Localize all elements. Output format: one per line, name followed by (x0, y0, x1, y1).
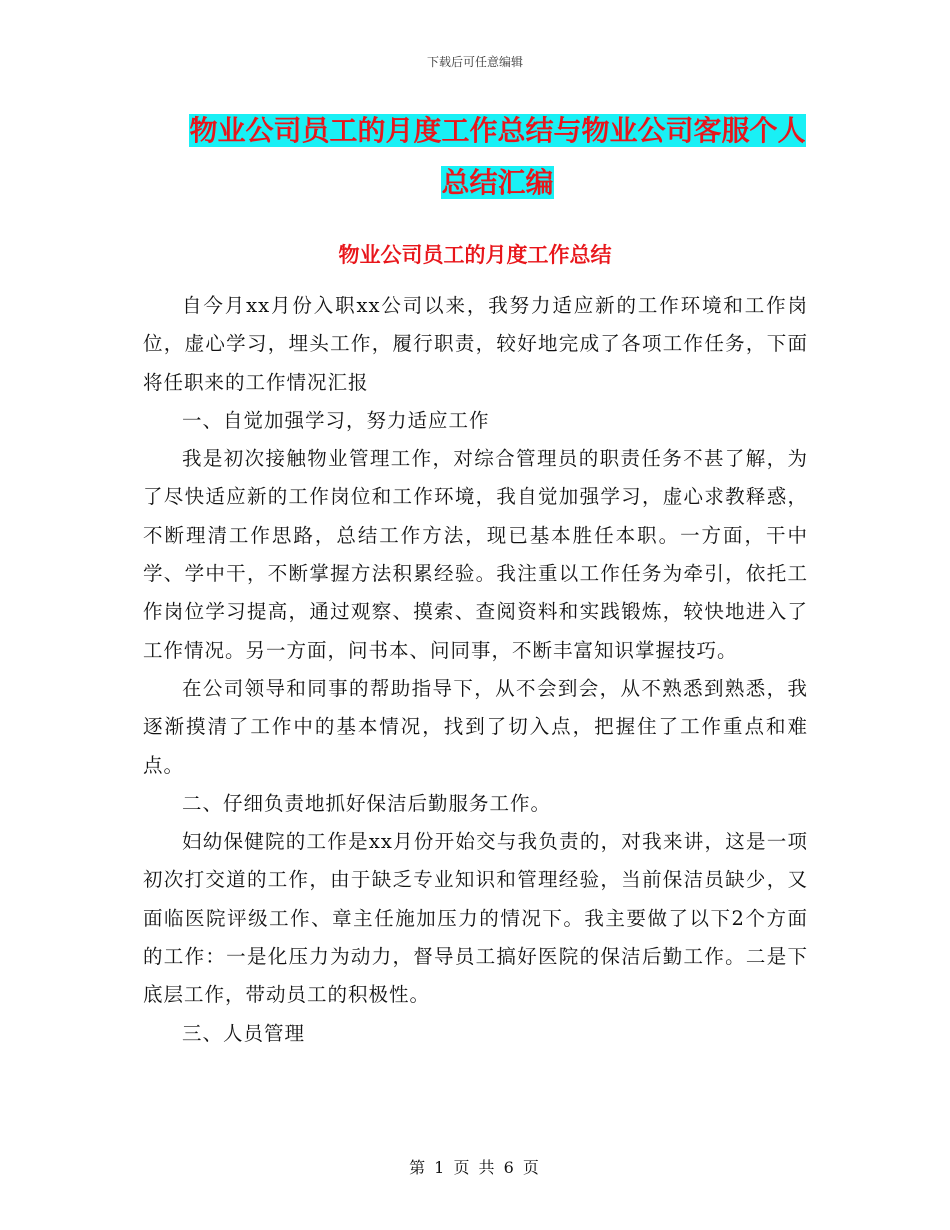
page-number: 第 1 页 共 6 页 (409, 1158, 541, 1177)
paragraph-learning: 我是初次接触物业管理工作，对综合管理员的职责任务不甚了解，为了尽快适应新的工作岗位和工作环境，我自觉加强学习，虚心求教释惑，不断理清工作思路，总结工作方法，现已基本胜任本职。一方面，干中学、学中干，不断掌握方法积累经验。我注重以工作任务为牵引，依托工作岗位学习提高，通过观察、摸索、查阅资料和实践锻炼，较快地进入了工作情况。另一方面，问书本、问同事，不断丰富知识掌握技巧。 (143, 447, 808, 662)
section-title: 物业公司员工的月度工作总结 (338, 243, 612, 267)
paragraph-cleaning: 妇幼保健院的工作是xx月份开始交与我负责的，对我来讲，这是一项初次打交道的工作，由于缺乏专业知识和管理经验，当前保洁员缺少，又面临医院评级工作、章主任施加压力的情况下。我主要做了以下2个方面的工作：一是化压力为动力，督导员工搞好医院的保洁后勤工作。二是下底层工作，带动员工的积极性。 (143, 830, 808, 1007)
heading-1: 一、自觉加强学习，努力适应工作 (182, 408, 490, 432)
paragraph-intro: 自今月xx月份入职xx公司以来，我努力适应新的工作环境和工作岗位，虚心学习，埋头工作，履行职责，较好地完成了各项工作任务，下面将任职来的工作情况汇报 (143, 294, 808, 394)
document-body (143, 287, 808, 1053)
page-header: 下载后可任意编辑 (426, 55, 523, 69)
document-title-text: 物业公司员工的月度工作总结与物业公司客服个人总结汇编 (189, 114, 806, 199)
paragraph-guidance: 在公司领导和同事的帮助指导下，从不会到会，从不熟悉到熟悉，我逐渐摸清了工作中的基本情况，找到了切入点，把握住了工作重点和难点。 (143, 676, 808, 777)
document-title (185, 105, 810, 209)
heading-3: 三、人员管理 (182, 1021, 306, 1045)
heading-2: 二、仔细负责地抓好保洁后勤服务工作。 (182, 791, 552, 815)
